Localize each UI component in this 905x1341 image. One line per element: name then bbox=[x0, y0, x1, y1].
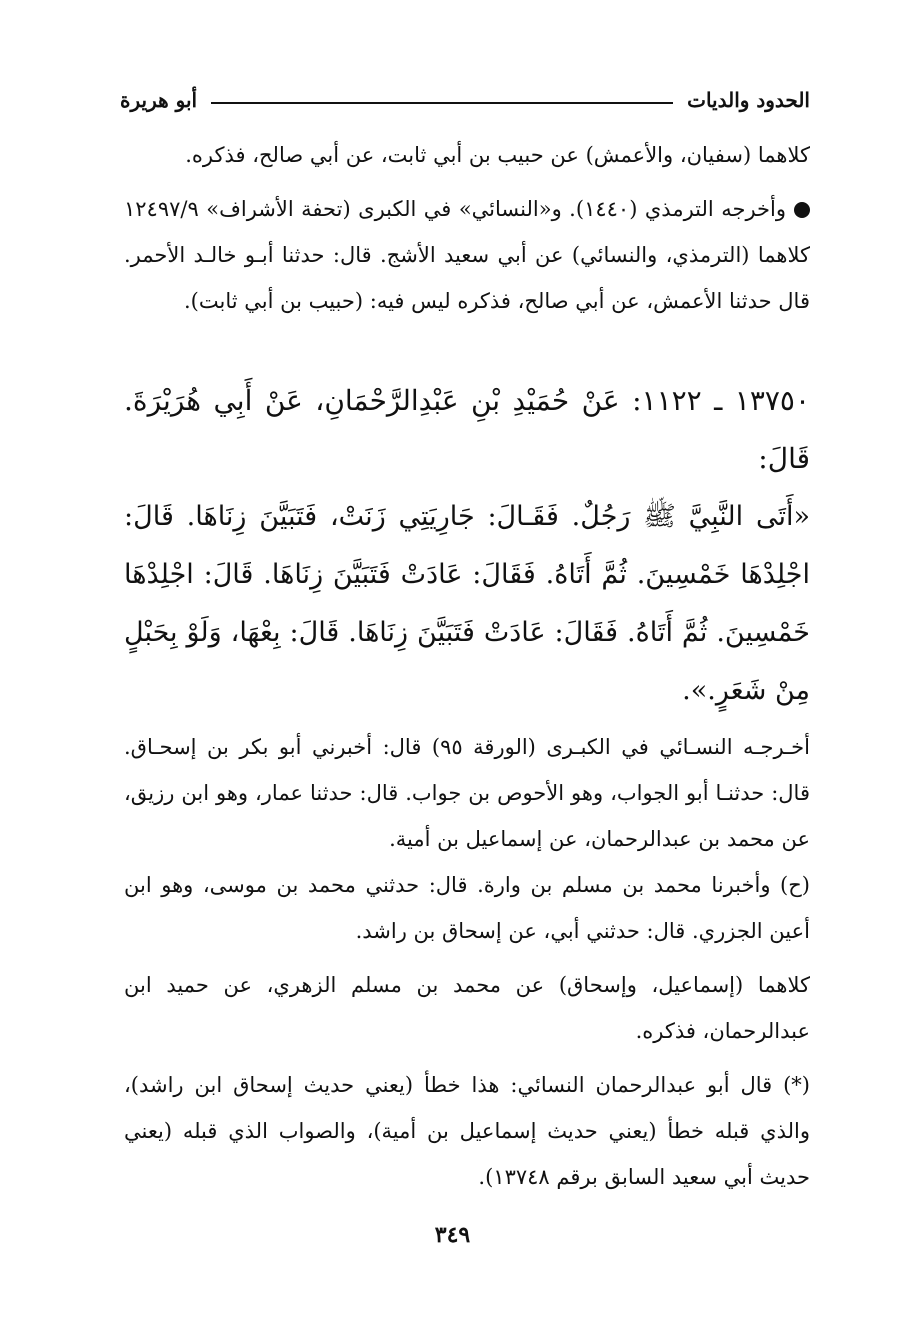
paragraph-2 bbox=[124, 186, 810, 324]
page-number: ٣٤٩ bbox=[434, 1222, 471, 1248]
hadith-text: «أَتَى النَّبِيَّ ﷺ رَجُلٌ. فَقَـالَ: جَارِيَتِي زَنَتْ، فَتَبَيَّنَ زِنَاهَا. قَالَ: اجْلِدْهَا خَمْسِينَ. ثُمَّ أَتَاهُ. فَقَالَ: عَادَتْ فَتَبَيَّنَ زِنَاهَا. قَالَ: اجْلِدْهَا خَمْسِينَ. ثُمَّ أَتَاهُ. فَقَالَ: عَادَتْ فَتَبَيَّنَ زِنَاهَا. قَالَ: بِعْهَا، وَلَوْ بِحَبْلٍ مِنْ شَعَرٍ.». bbox=[124, 501, 810, 706]
paragraph-4: (ح) وأخبرنا محمد بن مسلم بن وارة. قال: حدثني محمد بن موسى، وهو ابن أعين الجزري. قال: حدثني أبي، عن إسحاق بن راشد. bbox=[124, 873, 810, 943]
footnote-paragraph: (*) قال أبو عبدالرحمان النسائي: هذا خطأ (يعني حديث إسحاق ابن راشد)، والذي قبله خطأ (يعني حديث إسماعيل بن أمية)، والصواب الذي قبله (يعني حديث أبي سعيد السابق برقم ١٣٧٤٨). bbox=[124, 1073, 810, 1189]
chapter-title: الحدود والديات bbox=[687, 88, 810, 112]
page-body bbox=[124, 132, 810, 1200]
paragraph-2-text: وأخرجه الترمذي (١٤٤٠). و«النسائي» في الكبرى (تحفة الأشراف» ١٢٤٩٧/٩ كلاهما (الترمذي، والنسائي) عن أبي سعيد الأشج. قال: حدثنا أبـو خالـد الأحمر. قال حدثنا الأعمش، عن أبي صالح، فذكره ليس فيه: (حبيب بن أبي ثابت). bbox=[124, 197, 810, 313]
paragraph-5: كلاهما (إسماعيل، وإسحاق) عن محمد بن مسلم الزهري، عن حميد ابن عبدالرحمان، فذكره. bbox=[124, 973, 810, 1043]
running-header bbox=[120, 84, 810, 116]
bullet-icon bbox=[794, 202, 810, 218]
paragraph-3: أخـرجـه النسـائي في الكبـرى (الورقة ٩٥) قال: أخبرني أبو بكر بن إسحـاق. قال: حدثنـا أبو الجواب، وهو الأحوص بن جواب. قال: حدثنا عمار، وهو ابن رزيق، عن محمد بن عبدالرحمان، عن إسماعيل بن أمية. bbox=[124, 735, 810, 851]
section-title: أبو هريرة bbox=[120, 88, 198, 112]
hadith-heading: ١٣٧٥٠ ـ ١١٢٢: عَنْ حُمَيْدِ بْنِ عَبْدِالرَّحْمَانِ، عَنْ أَبِي هُرَيْرَةَ. قَالَ: bbox=[124, 384, 810, 475]
header-rule bbox=[211, 102, 673, 104]
paragraph-1: كلاهما (سفيان، والأعمش) عن حبيب بن أبي ثابت، عن أبي صالح، فذكره. bbox=[185, 143, 810, 167]
